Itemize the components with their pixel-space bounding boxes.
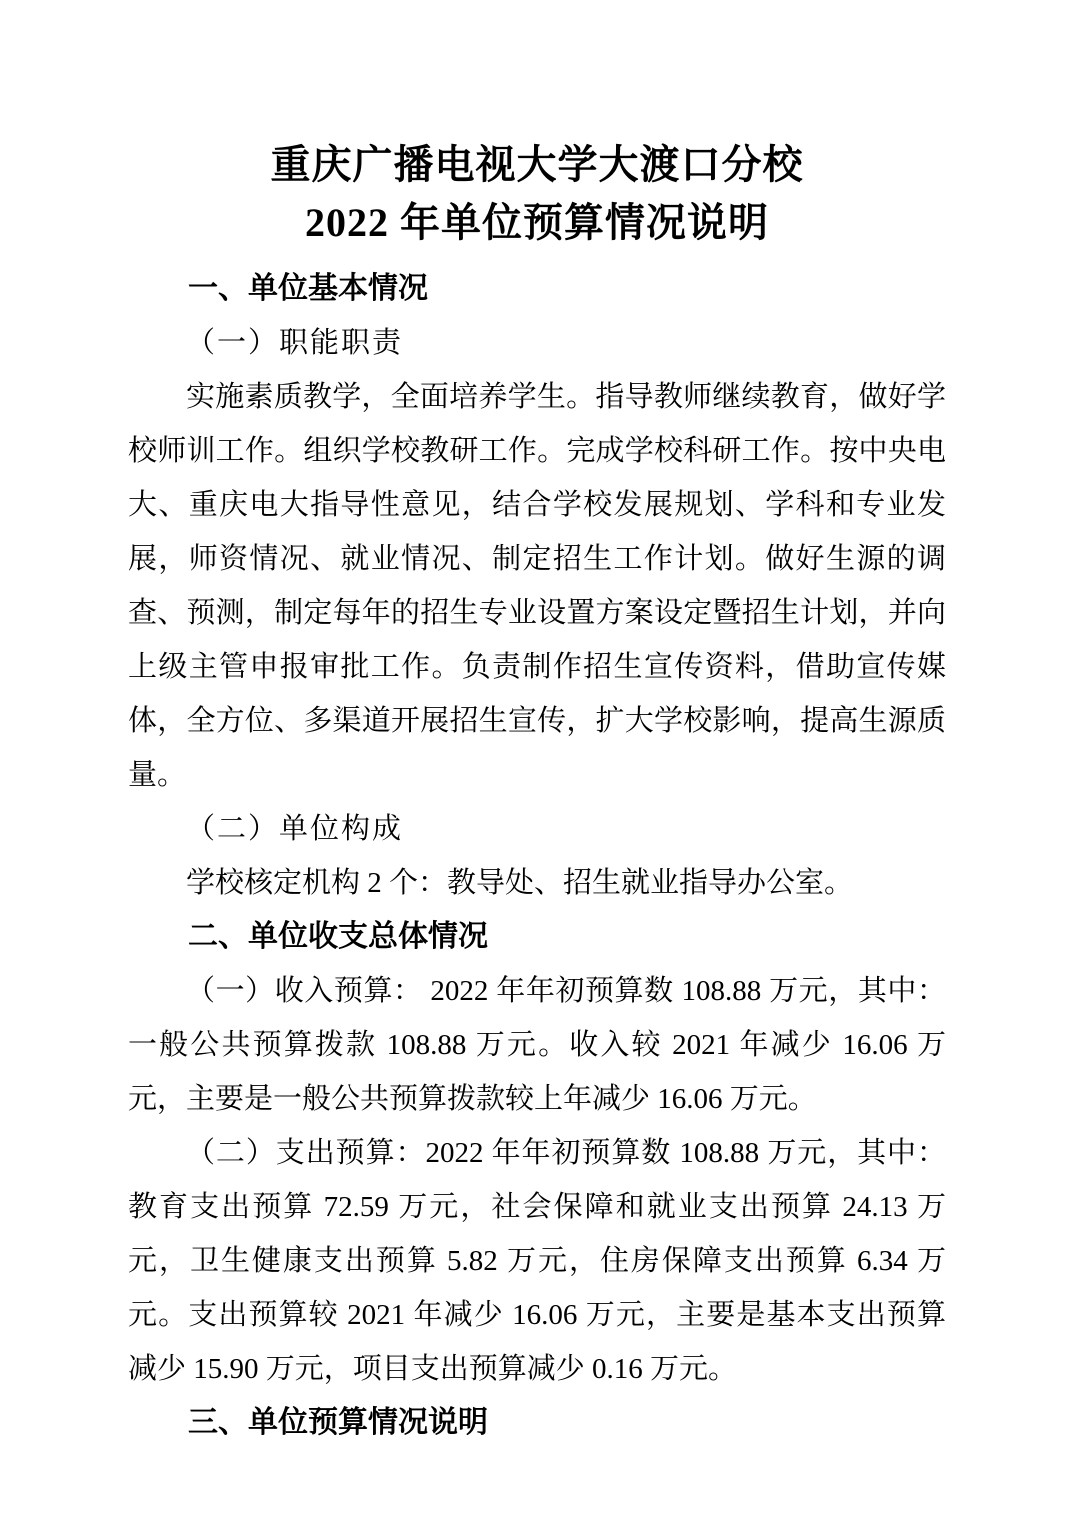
section-heading-3: 三、单位预算情况说明 <box>188 1406 488 1439</box>
document-title <box>128 136 946 252</box>
section-heading-1: 一、单位基本情况 <box>188 272 428 305</box>
subsection-heading-composition: （二）单位构成 <box>186 813 404 845</box>
document-body <box>128 262 946 1450</box>
document-title-line-1: 重庆广播电视大学大渡口分校 <box>270 142 804 187</box>
paragraph-duties: 实施素质教学，全面培养学生。指导教师继续教育，做好学校师训工作。组织学校教研工作。完成学校科研工作。按中央电大、重庆电大指导性意见，结合学校发展规划、学科和专业发展，师资情况、就业情况、制定招生工作计划。做好生源的调查、预测，制定每年的招生专业设置方案设定暨招生计划，并向上级主管申报审批工作。负责制作招生宣传资料，借助宣传媒体，全方位、多渠道开展招生宣传，扩大学校影响，提高生源质量。 <box>128 381 946 791</box>
section-heading-2: 二、单位收支总体情况 <box>188 920 488 953</box>
subsection-heading-duties: （一）职能职责 <box>186 327 404 359</box>
document-title-line-2: 2022 年单位预算情况说明 <box>305 200 769 245</box>
paragraph-composition: 学校核定机构 2 个：教导处、招生就业指导办公室。 <box>186 867 854 899</box>
paragraph-expense-budget: （二）支出预算：2022 年年初预算数 108.88 万元，其中：教育支出预算 72.59 万元，社会保障和就业支出预算 24.13 万元，卫生健康支出预算 5.82 万元，住房保障支出预算 6.34 万元。支出预算较 2021 年减少 16.06 万元，主要是基本支出预算减少 15.90 万元，项目支出预算减少 0.16 万元。 <box>128 1137 946 1385</box>
paragraph-income-budget: （一）收入预算： 2022 年年初预算数 108.88 万元，其中：一般公共预算拨款 108.88 万元。收入较 2021 年减少 16.06 万元，主要是一般公共预算拨款较上年减少 16.06 万元。 <box>128 975 946 1115</box>
